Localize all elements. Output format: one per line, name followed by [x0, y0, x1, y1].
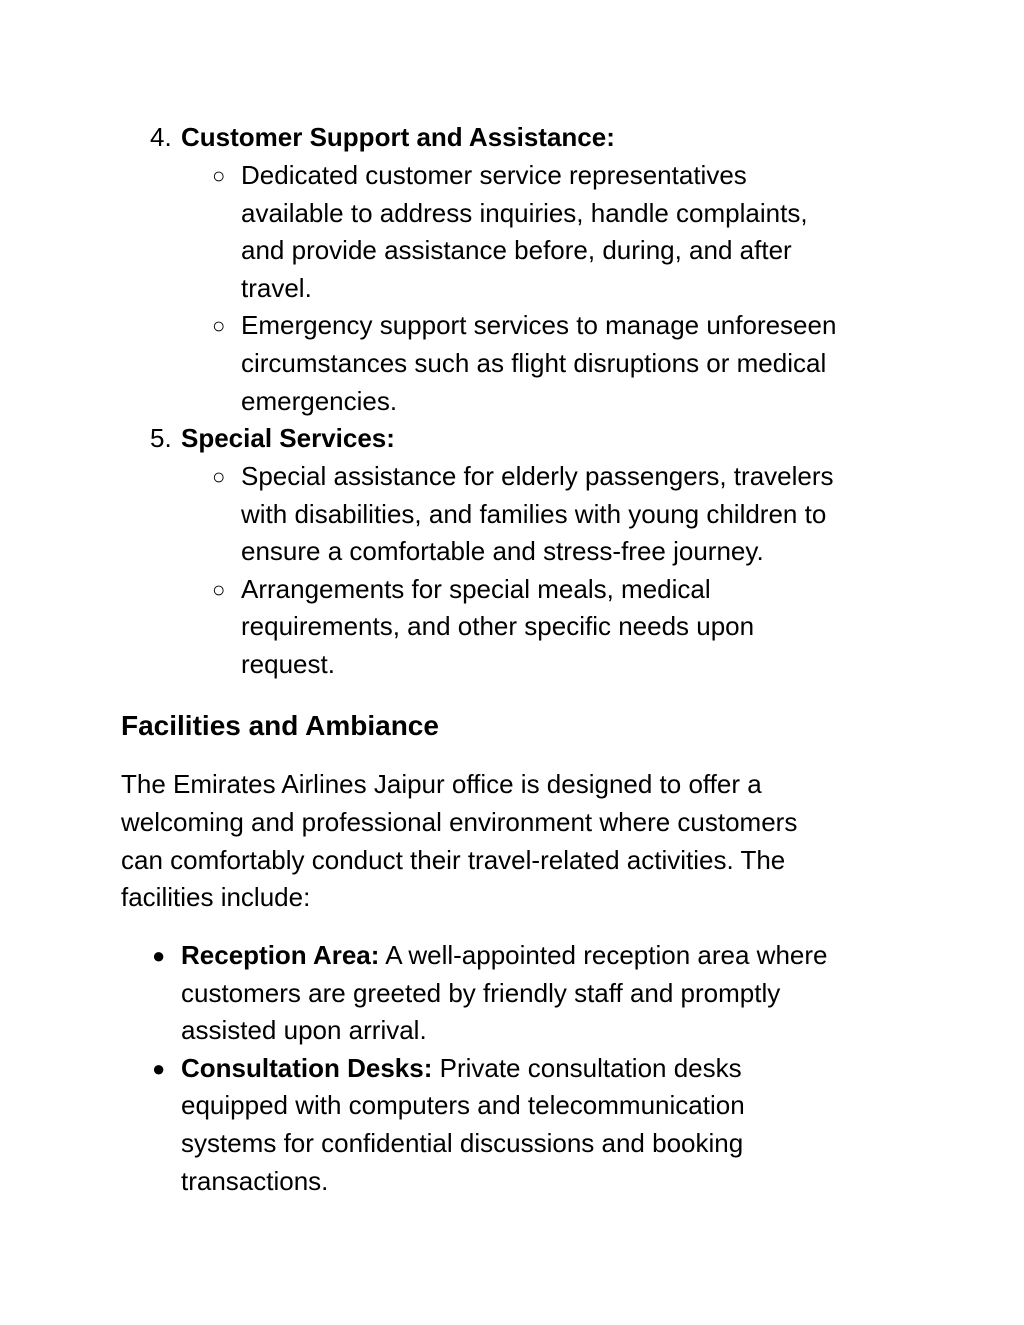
text-line: emergencies.: [241, 385, 398, 416]
facility-name: Reception Area:: [181, 940, 380, 970]
text-line: assisted upon arrival.: [181, 1015, 427, 1046]
text-line: The Emirates Airlines Jaipur office is designed to offer a: [121, 769, 762, 799]
sub-list-item: [212, 307, 912, 420]
section-heading: Facilities and Ambiance: [121, 710, 439, 741]
list-item-customer-support: [150, 119, 615, 157]
hollow-bullet-icon: ○: [212, 313, 226, 339]
text-line: with disabilities, and families with young children to: [241, 498, 827, 529]
list-number: 5.: [150, 423, 172, 453]
facility-item-consultation: [152, 1050, 912, 1200]
text-line: Dedicated customer service representatives: [241, 160, 747, 190]
sub-list-customer-support: [212, 157, 912, 420]
bullet-dot-icon: ●: [152, 1055, 166, 1081]
hollow-bullet-icon: ○: [212, 163, 226, 188]
text-line: transactions.: [181, 1165, 329, 1196]
sub-list-item: [212, 157, 912, 307]
facility-description: A well-appointed reception area where: [379, 940, 828, 970]
facility-name: Consultation Desks:: [181, 1052, 433, 1083]
sub-list-special-services: [212, 458, 912, 684]
text-line: Emergency support services to manage unforeseen: [241, 310, 837, 341]
text-line: and provide assistance before, during, and after: [241, 235, 792, 266]
text-line: [181, 1050, 912, 1088]
text-line: systems for confidential discussions and booking: [181, 1127, 744, 1158]
text-line: facilities include:: [121, 882, 311, 913]
list-item-heading: Special Services:: [181, 423, 395, 453]
text-line: can comfortably conduct their travel-related activities. The: [121, 844, 786, 875]
facilities-list: [152, 937, 912, 1200]
text-line: [181, 937, 912, 975]
sub-list-item: [212, 458, 912, 571]
list-number: 4.: [150, 122, 172, 152]
text-line: requirements, and other specific needs upon: [241, 611, 755, 642]
text-line: equipped with computers and telecommunication: [181, 1090, 745, 1121]
list-item-special-services: [150, 420, 395, 458]
text-line: available to address inquiries, handle complaints,: [241, 197, 808, 228]
bullet-dot-icon: ●: [152, 943, 166, 968]
hollow-bullet-icon: ○: [212, 576, 226, 602]
text-line: Special assistance for elderly passengers, travelers: [241, 461, 834, 491]
hollow-bullet-icon: ○: [212, 464, 226, 489]
facility-description: Private consultation desks: [432, 1052, 742, 1083]
text-line: request.: [241, 648, 335, 679]
text-line: circumstances such as flight disruptions or medical: [241, 347, 827, 378]
list-item-heading: Customer Support and Assistance:: [181, 122, 615, 152]
sub-list-item: [212, 571, 912, 684]
text-line: welcoming and professional environment where customers: [121, 806, 798, 837]
facility-item-reception: [152, 937, 912, 1050]
intro-paragraph: [121, 766, 797, 917]
text-line: ensure a comfortable and stress-free journey.: [241, 536, 764, 567]
text-line: travel.: [241, 272, 312, 303]
text-line: Arrangements for special meals, medical: [241, 573, 711, 604]
text-line: customers are greeted by friendly staff and promptly: [181, 977, 781, 1008]
